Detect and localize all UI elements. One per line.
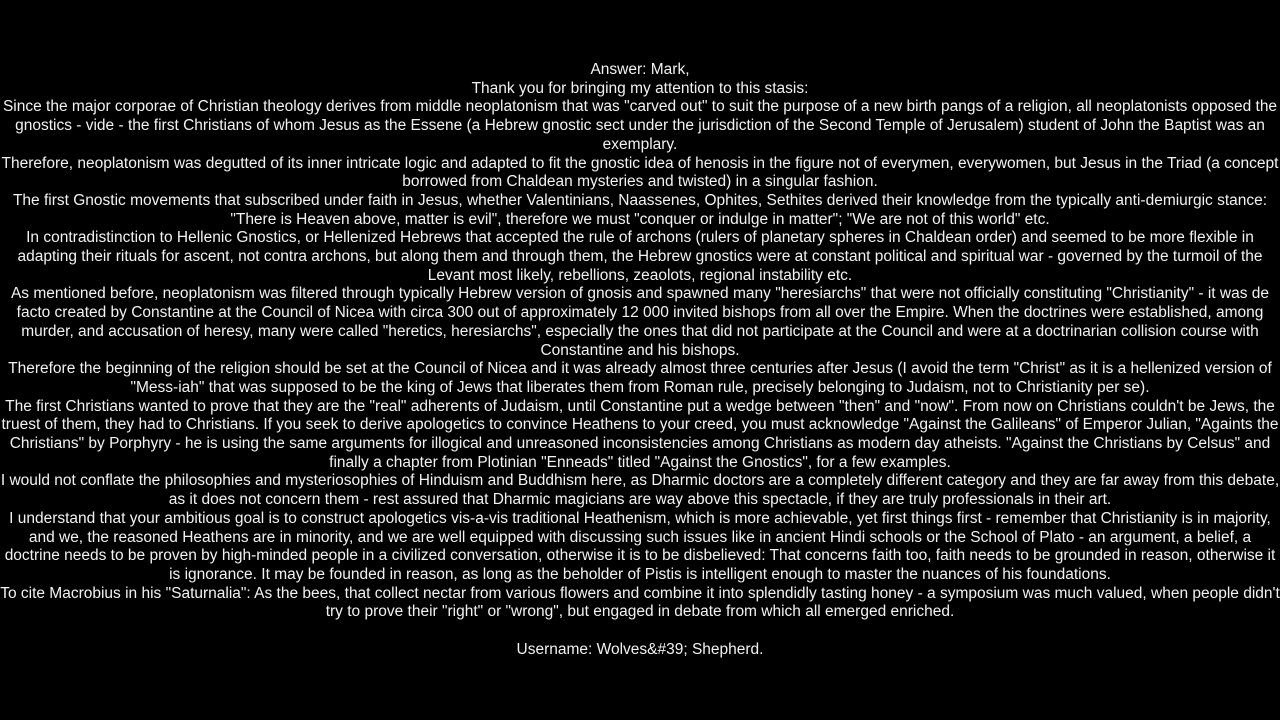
paragraph-macrobius: To cite Macrobius in his "Saturnalia": As the bees, that collect nectar from various flowers and combine it into splendidly tasting honey - a symposium was much valued, when people didn't try to prove their "right" or "wrong", but engaged in debate from which all emerged enriched. bbox=[0, 584, 1280, 621]
blank-line bbox=[0, 622, 1280, 641]
paragraph-neoplatonism-origins: Since the major corporae of Christian theology derives from middle neoplatonism that was "carved out" to suit the purpose of a new birth pangs of a religion, all neoplatonists opposed the gnostics - vide - the first Christians of whom Jesus as the Essene (a Hebrew gnostic sect under the jurisdiction of the Second Temple of Jerusalem) student of John the Baptist was an exemplary. bbox=[2, 98, 1278, 153]
answer-heading: Answer: Mark, bbox=[590, 61, 690, 78]
forum-answer-text bbox=[0, 61, 1280, 659]
paragraph-hellenic-gnostics: In contradistinction to Hellenic Gnostics, or Hellenized Hebrews that accepted the rule of archons (rulers of planetary spheres in Chaldean order) and seemed to be more flexible in adapting their rituals for ascent, not contra archons, but along them and through them, the Hebrew gnostics were at constant political and spiritual war - governed by the turmoil of the Levant most likely, rebellions, zeaolots, regional instability etc. bbox=[17, 229, 1263, 284]
paragraph-dharmic-traditions: I would not conflate the philosophies and mysteriosophies of Hinduism and Buddhism here, as Dharmic doctors are a completely different category and they are far away from this debate, as it does not concern them - rest assured that Dharmic magicians are way above this spectacle, if they are truly professionals in their art. bbox=[0, 472, 1280, 509]
paragraph-degutted-neoplatonism: Therefore, neoplatonism was degutted of its inner intricate logic and adapted to fit the gnostic idea of henosis in the figure not of everymen, everywomen, but Jesus in the Triad (a concept borrowed from Chaldean mysteries and twisted) in a singular fashion. bbox=[1, 154, 1279, 191]
paragraph-apologetics: I understand that your ambitious goal is to construct apologetics vis-a-vis traditional Heathenism, which is more achievable, yet first things first - remember that Christianity is in majority, and we, the reasoned Heathens are in minority, and we are well equipped with discussing such issues like in ancient Hindi schools or the School of Plato - an argument, a belief, a doctrine needs to be proven by high-minded people in a civilized conversation, otherwise it is to be disbelieved: That concerns faith too, faith needs to be grounded in reason, otherwise it is ignorance. It may be founded in reason, as long as the beholder of Pistis is intelligent enough to master the nuances of his foundations. bbox=[4, 509, 1276, 583]
username-line: Username: Wolves&#39; Shepherd. bbox=[516, 640, 764, 658]
paragraph-gnostic-movements: The first Gnostic movements that subscribed under faith in Jesus, whether Valentinians, Naassenes, Ophites, Sethites derived their knowledge from the typically anti-demiurgic stance: "There is Heaven above, matter is evil", therefore we must "conquer or indulge in matter"; "We are not of this world" etc. bbox=[12, 191, 1268, 228]
paragraph-thanks: Thank you for bringing my attention to this stasis: bbox=[471, 79, 809, 97]
paragraph-council-of-nicea: As mentioned before, neoplatonism was filtered through typically Hebrew version of gnosis and spawned many "heresiarchs" that were not officially constituting "Christianity" - it was de facto created by Constantine at the Council of Nicea with circa 300 out of approximately 12 000 invited bishops from all over the Empire. When the doctrines were established, among murder, and accusation of heresy, many were called "heretics, heresiarchs", especially the ones that did not participate at the Council and were at a doctrinarian collision course with Constantine and his bishops. bbox=[10, 285, 1270, 359]
paragraph-beginning-of-religion: Therefore the beginning of the religion should be set at the Council of Nicea and it was already almost three centuries after Jesus (I avoid the term "Christ" as it is a hellenized version of "Mess-iah" that was supposed to be the king of Jews that liberates them from Roman rule, precisely belonging to Judaism, not to Christianity per se). bbox=[8, 360, 1272, 396]
paragraph-first-christians: The first Christians wanted to prove that they are the "real" adherents of Judaism, until Constantine put a wedge between "then" and "now". From now on Christians couldn't be Jews, the truest of them, they had to Christians. If you seek to derive apologetics to convince Heathens to your creed, you must acknowledge "Against the Galileans" of Emperor Julian, "Againts the Christians" by Porphyry - he is using the same arguments for illogical and unreasoned inconsistencies among Christians as modern day atheists. "Against the Christians by Celsus" and finally a chapter from Plotinian "Enneads" titled "Against the Gnostics", for a few examples. bbox=[1, 397, 1279, 471]
